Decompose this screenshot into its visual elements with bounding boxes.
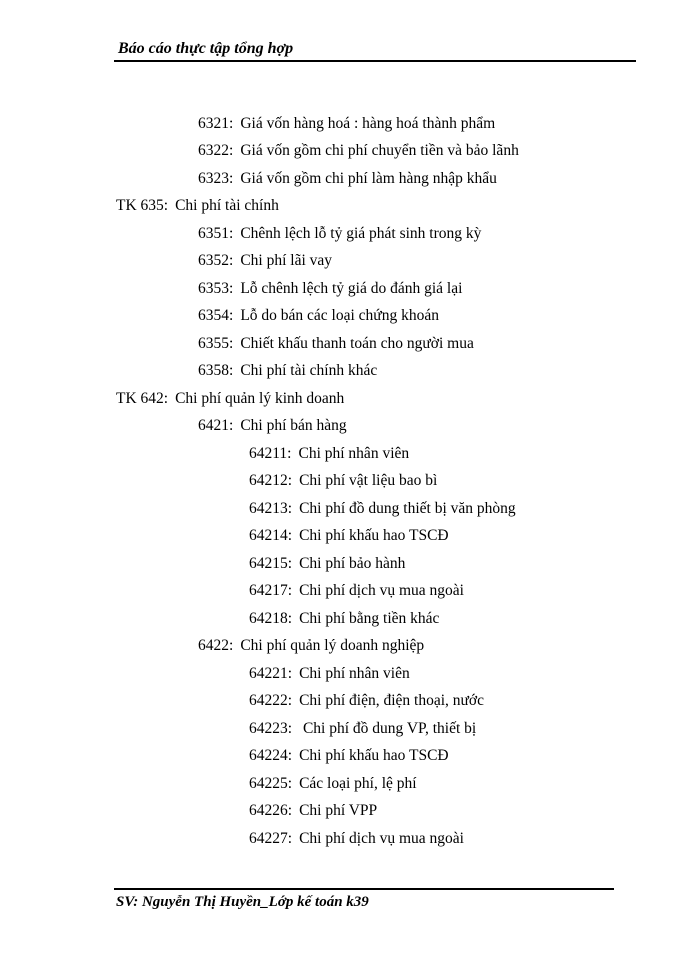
account-description: Chi phí VPP	[299, 802, 378, 819]
account-line	[198, 142, 519, 160]
page-footer-author: SV: Nguyễn Thị Huyền_Lớp kế toán k39	[116, 894, 369, 910]
account-line	[249, 802, 377, 820]
account-code: 6322:	[198, 142, 234, 159]
account-description: Chi phí vật liệu bao bì	[299, 472, 438, 489]
account-code: 64214:	[249, 527, 293, 544]
account-code: 6355:	[198, 335, 234, 352]
account-code: 64227:	[249, 830, 293, 847]
account-code: TK 642:	[116, 390, 169, 407]
account-line	[198, 115, 495, 133]
account-code: 64211:	[249, 445, 292, 462]
footer-divider	[114, 888, 614, 890]
account-line	[249, 610, 439, 628]
account-description: Chi phí nhân viên	[299, 665, 410, 682]
account-description: Chi phí tài chính	[175, 197, 279, 214]
page-header-title: Báo cáo thực tập tổng hợp	[118, 40, 294, 57]
account-line	[198, 280, 462, 298]
account-line	[249, 775, 417, 793]
account-line	[198, 637, 424, 655]
account-code: 6323:	[198, 170, 234, 187]
account-description: Chi phí quản lý kinh doanh	[175, 390, 345, 407]
account-code: 64223:	[249, 720, 293, 737]
account-description: Chi phí điện, điện thoại, nước	[299, 692, 484, 709]
account-description: Chênh lệch lỗ tỷ giá phát sinh trong kỳ	[240, 225, 482, 242]
account-description: Chi phí đồ dung VP, thiết bị	[299, 720, 477, 737]
account-code: 6422:	[198, 637, 234, 654]
account-description: Chi phí tài chính khác	[240, 362, 378, 379]
account-code: 64215:	[249, 555, 293, 572]
account-code: TK 635:	[116, 197, 169, 214]
account-line	[116, 197, 279, 215]
account-description: Chi phí nhân viên	[298, 445, 410, 462]
account-line	[198, 335, 474, 353]
account-line	[249, 445, 409, 463]
account-line	[249, 472, 437, 490]
account-line	[198, 252, 332, 270]
account-code: 64221:	[249, 665, 293, 682]
account-description: Các loại phí, lệ phí	[299, 775, 417, 792]
account-description: Chi phí khấu hao TSCĐ	[299, 527, 449, 544]
account-code: 64217:	[249, 582, 293, 599]
header-divider	[114, 60, 636, 62]
account-line	[249, 830, 464, 848]
account-line	[198, 170, 497, 188]
account-description: Lỗ chênh lệch tỷ giá do đánh giá lại	[240, 280, 463, 297]
account-code: 64218:	[249, 610, 293, 627]
account-line	[198, 417, 347, 435]
account-description: Chi phí dịch vụ mua ngoài	[299, 582, 464, 599]
account-description: Chi phí bảo hành	[299, 555, 406, 572]
account-line	[198, 307, 439, 325]
account-line	[198, 225, 481, 243]
account-line	[249, 747, 449, 765]
account-description: Giá vốn hàng hoá : hàng hoá thành phẩm	[240, 115, 496, 132]
account-description: Chi phí bằng tiền khác	[299, 610, 440, 627]
account-description: Chi phí đồ dung thiết bị văn phòng	[299, 500, 516, 517]
account-code: 64222:	[249, 692, 293, 709]
account-line	[198, 362, 377, 380]
account-line	[249, 692, 484, 710]
account-code: 6353:	[198, 280, 234, 297]
account-description: Chi phí khấu hao TSCĐ	[299, 747, 449, 764]
account-code: 64224:	[249, 747, 293, 764]
account-code: 6321:	[198, 115, 234, 132]
account-code: 6351:	[198, 225, 234, 242]
account-code: 64213:	[249, 500, 293, 517]
account-code: 64225:	[249, 775, 293, 792]
account-line	[249, 582, 464, 600]
account-code: 64226:	[249, 802, 293, 819]
account-code: 6354:	[198, 307, 234, 324]
account-description: Chiết khấu thanh toán cho người mua	[240, 335, 474, 352]
account-description: Chi phí lãi vay	[240, 252, 333, 269]
account-line	[249, 665, 410, 683]
account-description: Chi phí dịch vụ mua ngoài	[299, 830, 464, 847]
account-line	[249, 500, 516, 518]
account-line	[249, 720, 476, 738]
account-description: Lỗ do bán các loại chứng khoán	[240, 307, 439, 324]
account-line	[249, 527, 449, 545]
account-description: Chi phí quản lý doanh nghiệp	[240, 637, 425, 654]
account-code: 6421:	[198, 417, 234, 434]
account-code: 6358:	[198, 362, 234, 379]
account-description: Giá vốn gồm chi phí làm hàng nhập khẩu	[240, 170, 497, 187]
account-description: Giá vốn gồm chi phí chuyển tiền và bảo lãnh	[240, 142, 519, 159]
account-line	[116, 390, 344, 408]
account-code: 6352:	[198, 252, 234, 269]
account-description: Chi phí bán hàng	[240, 417, 347, 434]
account-line	[249, 555, 405, 573]
account-code: 64212:	[249, 472, 293, 489]
